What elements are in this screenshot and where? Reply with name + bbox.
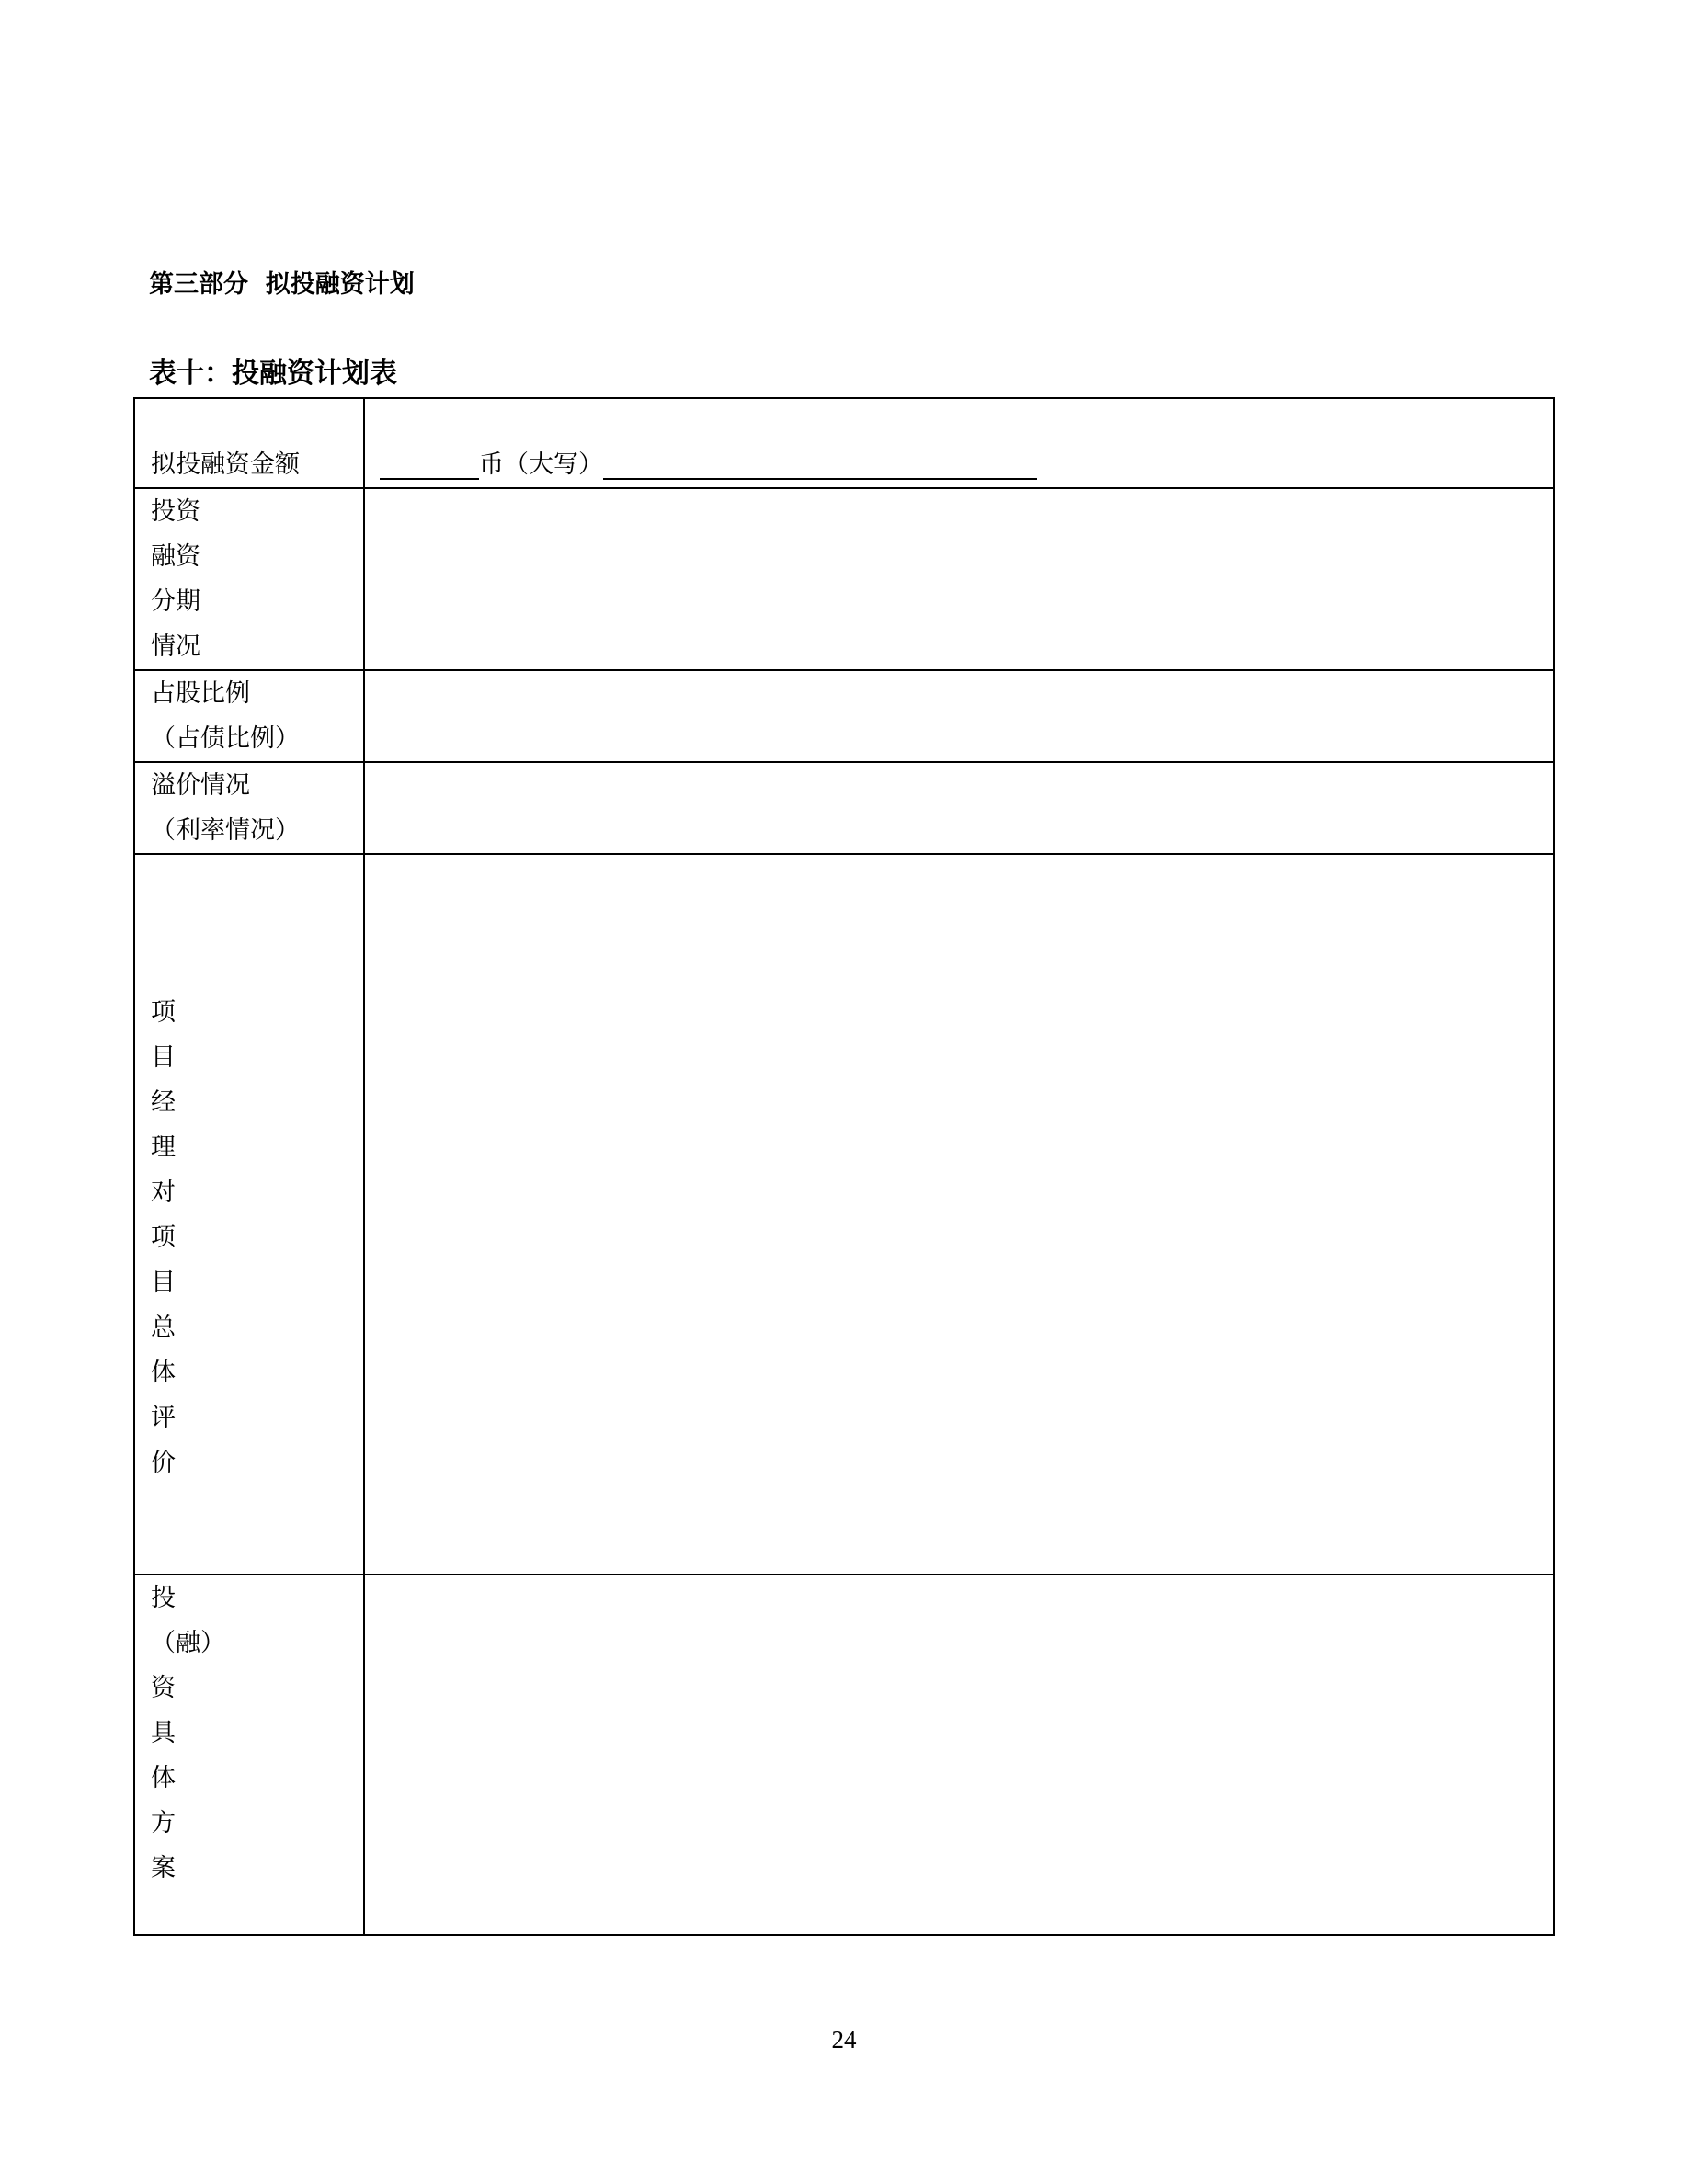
label-line: 理 bbox=[151, 1133, 176, 1162]
label-line: 目 bbox=[151, 1268, 176, 1297]
value-cell-plan[interactable] bbox=[364, 1575, 1554, 1935]
table-row-stage bbox=[134, 488, 1554, 670]
label-line: （占债比例） bbox=[151, 724, 300, 753]
label-line: 情况 bbox=[151, 632, 200, 661]
table-row-premium bbox=[134, 762, 1554, 854]
label-line: 溢价情况 bbox=[151, 771, 250, 800]
label-line: 评 bbox=[151, 1404, 176, 1432]
currency-blank[interactable] bbox=[380, 445, 479, 480]
label-line: 总 bbox=[151, 1314, 176, 1342]
financing-plan-table bbox=[133, 397, 1555, 1936]
label-line: 具 bbox=[151, 1719, 176, 1747]
label-cell-stage bbox=[134, 488, 364, 670]
label-line: 体 bbox=[151, 1764, 176, 1792]
table-caption: 表十：投融资计划表 bbox=[149, 358, 397, 390]
part-title: 第三部分 拟投融资计划 bbox=[149, 270, 415, 299]
label-line: 案 bbox=[151, 1854, 176, 1883]
label-line: 对 bbox=[151, 1178, 176, 1207]
label-line: 投资 bbox=[151, 497, 200, 526]
label-cell-amount bbox=[134, 398, 364, 488]
table-row-plan bbox=[134, 1575, 1554, 1935]
table-row-amount bbox=[134, 398, 1554, 488]
label-cell-premium bbox=[134, 762, 364, 854]
label-amount: 拟投融资金额 bbox=[151, 450, 300, 479]
label-line: 方 bbox=[151, 1809, 176, 1837]
label-line: 目 bbox=[151, 1043, 176, 1072]
table-row-ratio bbox=[134, 670, 1554, 762]
label-line: 投 bbox=[151, 1584, 176, 1612]
label-cell-evaluation bbox=[134, 854, 364, 1575]
value-cell-amount[interactable] bbox=[364, 398, 1554, 488]
page-number: 24 bbox=[831, 2026, 857, 2053]
label-line: 经 bbox=[151, 1088, 176, 1117]
currency-text: 币（大写） bbox=[479, 450, 603, 479]
label-line: 资 bbox=[151, 1674, 176, 1702]
value-cell-stage[interactable] bbox=[364, 488, 1554, 670]
label-cell-plan bbox=[134, 1575, 364, 1935]
value-cell-ratio[interactable] bbox=[364, 670, 1554, 762]
label-cell-ratio bbox=[134, 670, 364, 762]
label-line: 占股比例 bbox=[151, 679, 250, 708]
label-line: 项 bbox=[151, 998, 176, 1027]
value-cell-premium[interactable] bbox=[364, 762, 1554, 854]
label-line: 项 bbox=[151, 1223, 176, 1252]
label-line: 分期 bbox=[151, 587, 200, 616]
label-line: （融） bbox=[151, 1629, 225, 1657]
table-row-evaluation bbox=[134, 854, 1554, 1575]
amount-uppercase-blank[interactable] bbox=[603, 445, 1037, 480]
label-line: 融资 bbox=[151, 542, 200, 571]
label-line: 体 bbox=[151, 1359, 176, 1387]
value-cell-evaluation[interactable] bbox=[364, 854, 1554, 1575]
label-line: （利率情况） bbox=[151, 816, 300, 845]
amount-fill-line bbox=[380, 442, 1553, 487]
label-line: 价 bbox=[151, 1449, 176, 1477]
